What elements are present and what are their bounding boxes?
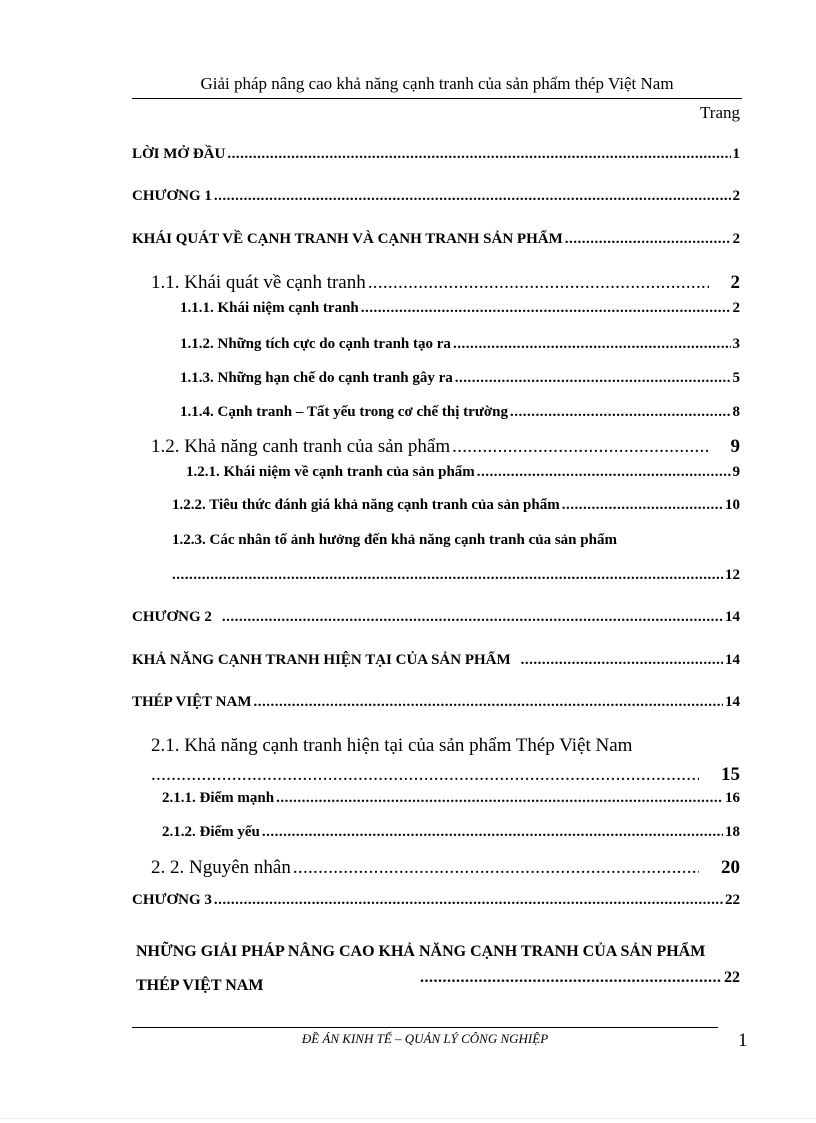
toc-leader <box>172 567 723 584</box>
toc-label: 1.1.2. Những tích cực do cạnh tranh tạo ra <box>180 336 451 352</box>
footer-text: ĐỀ ÁN KINH TẾ – QUẢN LÝ CÔNG NGHIỆP <box>301 1031 549 1046</box>
toc-entry[interactable] <box>162 790 740 807</box>
toc-entry[interactable] <box>132 609 740 626</box>
toc-entry[interactable] <box>132 146 740 163</box>
toc-leader <box>214 188 731 205</box>
toc-entry[interactable] <box>132 694 740 711</box>
toc-label: 1.1.3. Những hạn chế do cạnh tranh gây ra <box>180 370 453 386</box>
toc-leader <box>521 652 723 669</box>
toc-leader <box>253 694 723 711</box>
toc-label: LỜI MỞ ĐẦU <box>132 146 226 162</box>
toc-page-number: 15 <box>721 764 740 785</box>
toc-entry[interactable] <box>132 231 740 248</box>
footer-rule <box>132 1027 718 1028</box>
toc-entry[interactable] <box>151 272 740 294</box>
toc-leader <box>452 436 708 458</box>
toc-label: NHỮNG GIẢI PHÁP NÂNG CAO KHẢ NĂNG CẠNH TRANH CỦA SẢN PHẨM THÉP VIỆT NAM <box>136 943 706 994</box>
toc-leader <box>455 370 731 387</box>
toc-leader <box>293 857 699 879</box>
page-bottom-border <box>0 1118 816 1119</box>
toc-label: 2. 2. Nguyên nhân <box>151 857 291 878</box>
page-header-title: Giải pháp nâng cao khả năng cạnh tranh của sản phẩm thép Việt Nam <box>200 74 674 93</box>
toc-page-number: 2 <box>732 231 740 247</box>
toc-label: 1.1.1. Khái niệm cạnh tranh <box>180 300 359 316</box>
toc-entry-continuation[interactable] <box>420 969 740 987</box>
header-rule <box>132 98 742 99</box>
toc-entry[interactable] <box>172 497 740 514</box>
toc-label: 1.1.4. Cạnh tranh – Tất yếu trong cơ chế thị trường <box>180 404 508 420</box>
toc-label: 2.1.1. Điểm mạnh <box>162 790 275 806</box>
toc-label: KHẢ NĂNG CẠNH TRANH HIỆN TẠI CỦA SẢN PHẨM <box>132 652 511 668</box>
toc-page-number: 10 <box>725 497 740 513</box>
toc-leader <box>276 790 723 807</box>
toc-entry[interactable] <box>132 652 740 669</box>
toc-entry[interactable] <box>180 404 740 421</box>
toc-entry-continuation[interactable] <box>151 764 740 786</box>
toc-leader <box>222 609 723 626</box>
toc-page-number: 8 <box>732 404 740 420</box>
toc-entry[interactable] <box>180 370 740 387</box>
toc-label: 2.1. Khả năng cạnh tranh hiện tại của sản phẩm Thép Việt Nam <box>151 735 633 756</box>
toc-page-number: 2 <box>732 188 740 204</box>
toc-page-number: 9 <box>730 436 740 457</box>
toc-label: CHƯƠNG 3 <box>132 892 212 908</box>
toc-page-number: 2 <box>730 272 740 293</box>
toc-label: 1.2. Khả năng canh tranh của sản phẩm <box>151 436 451 457</box>
toc-label: 1.1. Khái quát về cạnh tranh <box>151 272 366 293</box>
page-column-label: Trang <box>700 103 740 122</box>
toc-label: CHƯƠNG 2 <box>132 609 212 625</box>
toc-entry[interactable] <box>151 857 740 879</box>
toc-label: CHƯƠNG 1 <box>132 188 212 204</box>
toc-page-number: 18 <box>725 824 740 840</box>
toc-label: KHÁI QUÁT VỀ CẠNH TRANH VÀ CẠNH TRANH SẢN PHẨM <box>132 231 563 247</box>
toc-page-number: 9 <box>732 464 740 480</box>
toc-entry-continuation[interactable] <box>172 567 740 584</box>
toc-leader <box>262 824 723 841</box>
toc-label: 1.2.2. Tiêu thức đánh giá khả năng cạnh tranh của sản phẩm <box>172 497 560 513</box>
toc-page-number: 22 <box>724 969 740 986</box>
toc-entry[interactable] <box>151 735 740 757</box>
toc-leader <box>368 272 709 294</box>
toc-entry[interactable] <box>132 188 740 205</box>
toc-page-number: 14 <box>725 652 740 668</box>
toc-leader <box>565 231 731 248</box>
toc-entry[interactable] <box>186 464 740 481</box>
toc-leader <box>361 300 731 317</box>
toc-entry[interactable] <box>151 436 740 458</box>
toc-entry[interactable] <box>132 892 740 909</box>
toc-leader <box>420 969 722 987</box>
toc-page-number: 16 <box>725 790 740 806</box>
toc-leader <box>227 146 730 163</box>
toc-label: THÉP VIỆT NAM <box>132 694 252 710</box>
toc-leader <box>510 404 731 421</box>
toc-label: 1.2.1. Khái niệm về cạnh tranh của sản phẩm <box>186 464 475 480</box>
toc-label: 2.1.2. Điểm yếu <box>162 824 260 840</box>
toc-label: 1.2.3. Các nhân tố ảnh hưởng đến khả năng cạnh tranh của sản phẩm <box>172 532 617 548</box>
toc-leader <box>562 497 723 514</box>
toc-entry[interactable] <box>180 336 740 353</box>
toc-leader <box>151 764 699 786</box>
toc-page-number: 14 <box>725 609 740 625</box>
toc-leader <box>477 464 731 481</box>
toc-page-number: 20 <box>721 857 740 878</box>
toc-page-number: 5 <box>732 370 740 386</box>
toc-leader <box>214 892 723 909</box>
toc-entry[interactable] <box>162 824 740 841</box>
toc-page-number: 14 <box>725 694 740 710</box>
page-number: 1 <box>738 1030 748 1051</box>
toc-page-number: 3 <box>732 336 740 352</box>
toc-page-number: 12 <box>725 567 740 583</box>
toc-page-number: 22 <box>725 892 740 908</box>
toc-leader <box>453 336 731 353</box>
toc-entry[interactable] <box>180 300 740 317</box>
toc-entry[interactable] <box>172 532 740 549</box>
toc-page-number: 2 <box>732 300 740 316</box>
toc-page-number: 1 <box>732 146 740 162</box>
